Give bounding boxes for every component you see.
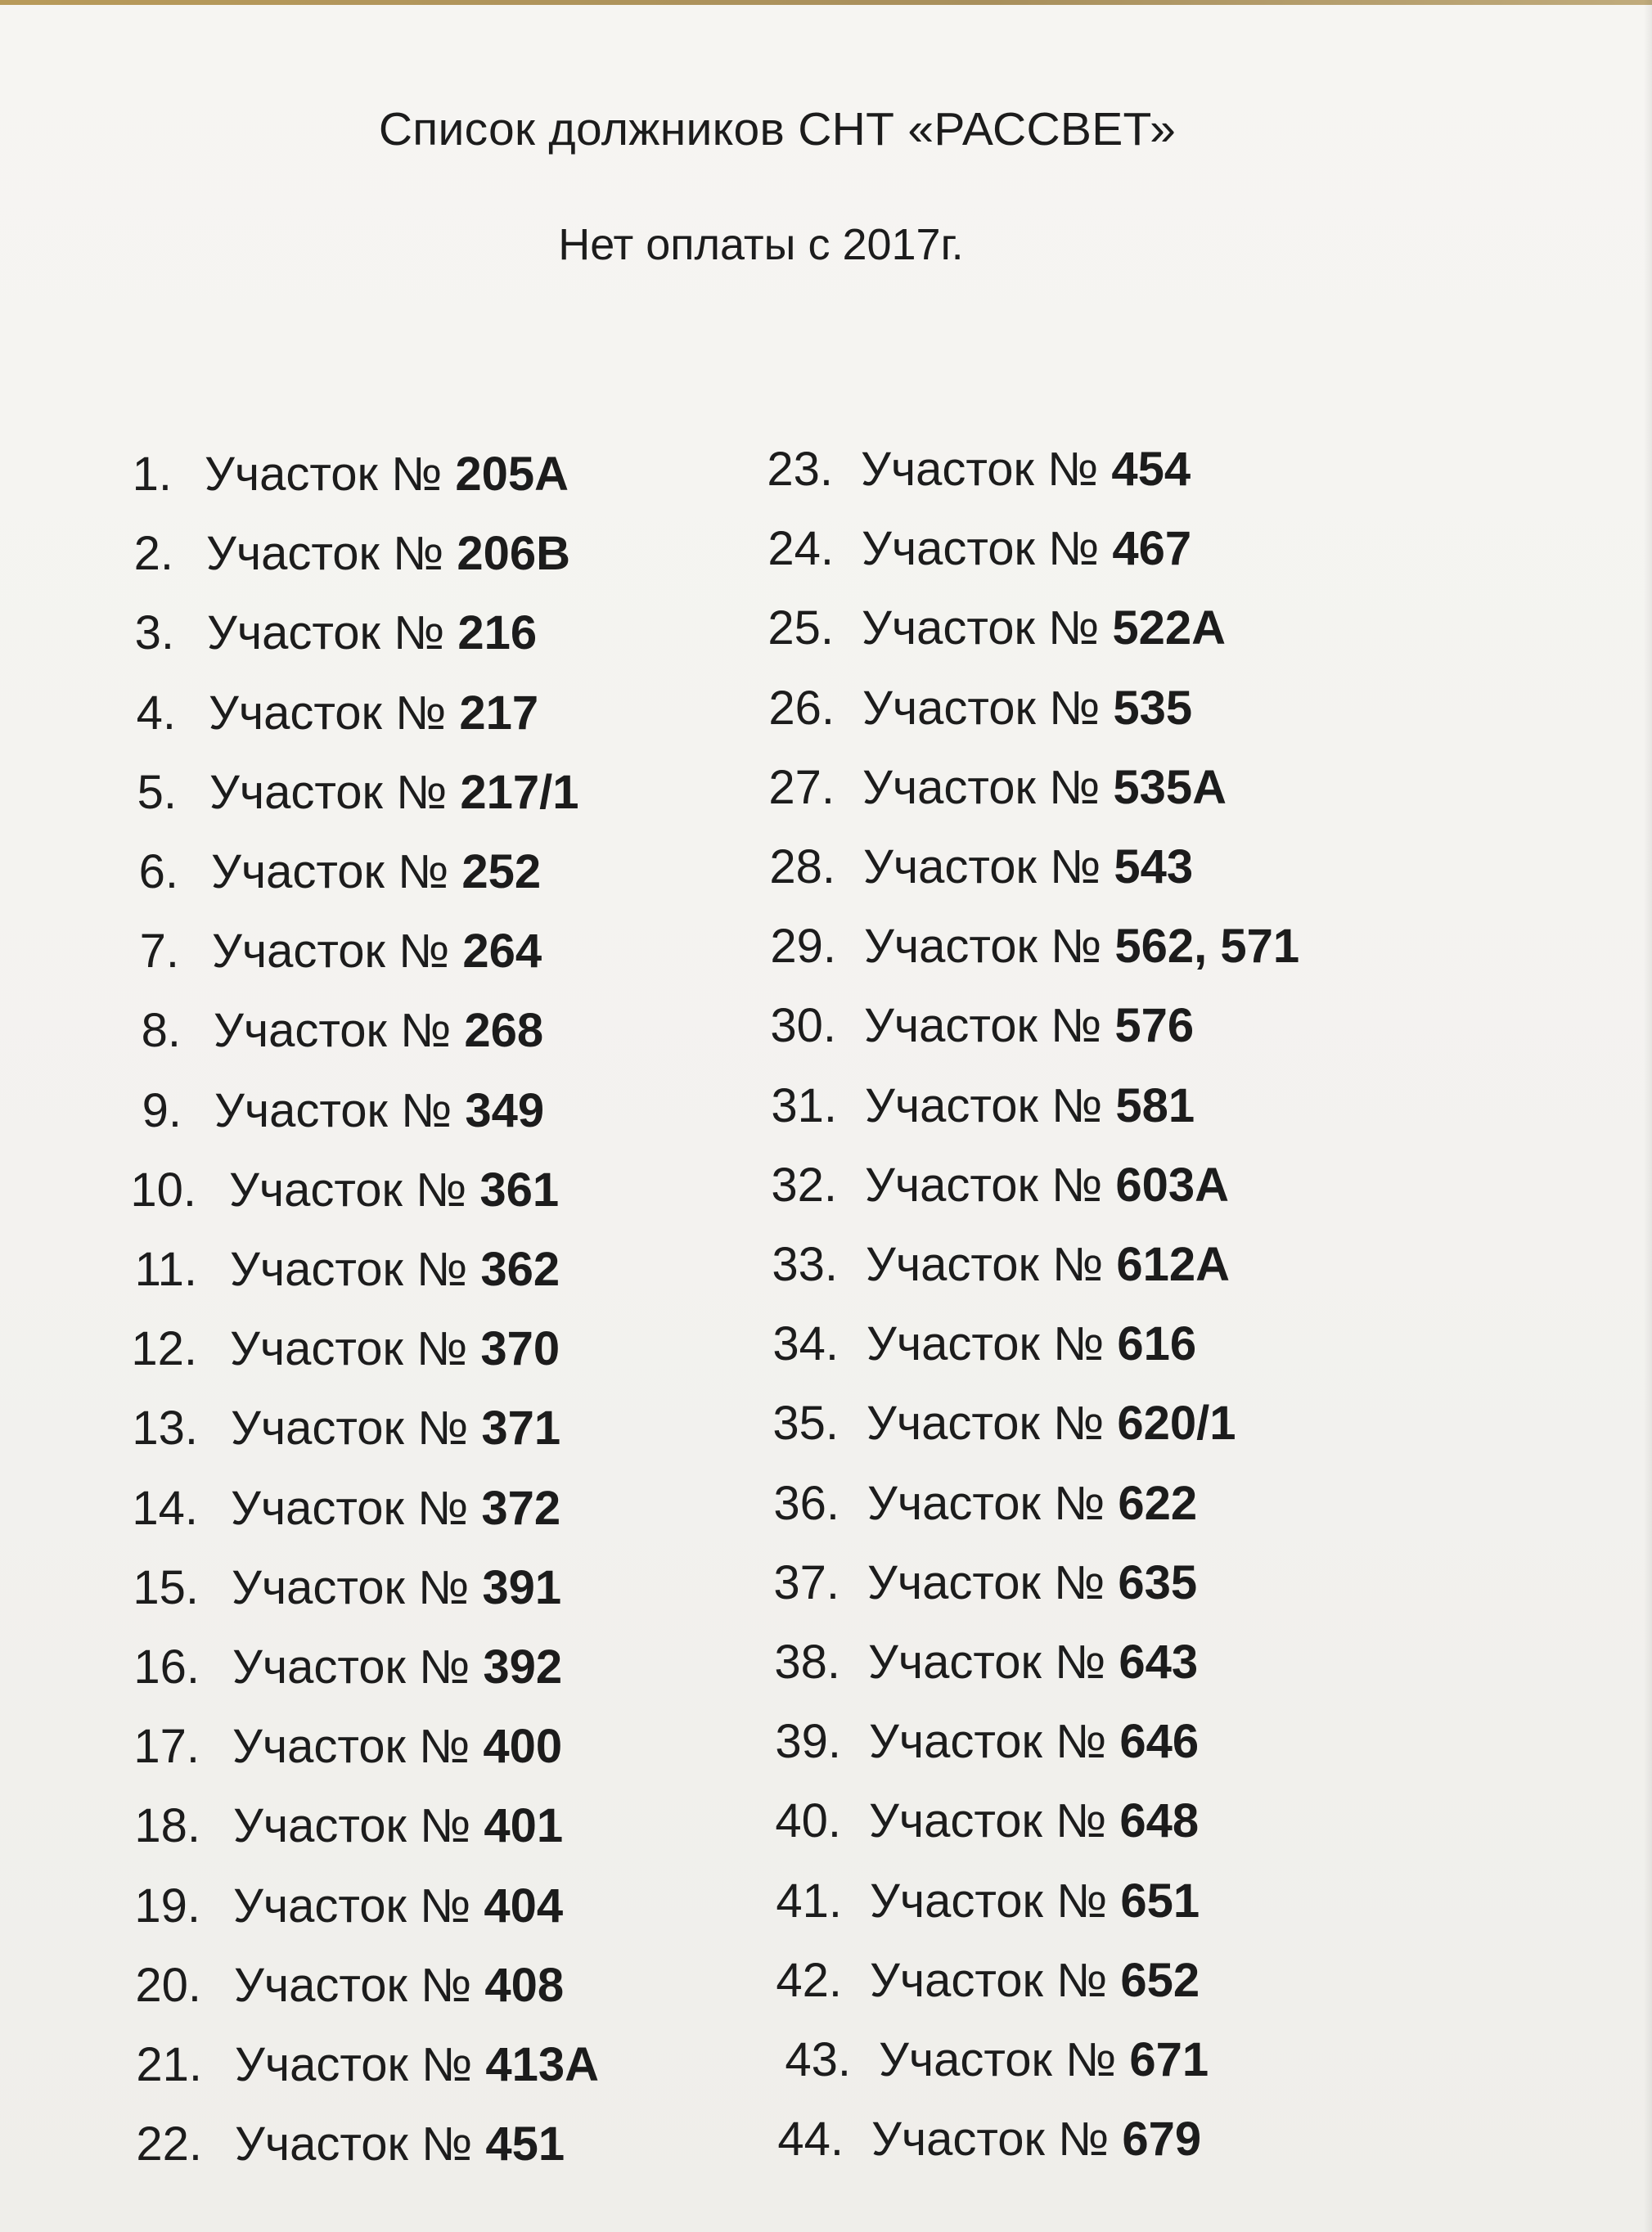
plot-label: Участок № <box>864 999 1102 1052</box>
debtor-list-item <box>761 676 1192 741</box>
plot-label: Участок № <box>207 606 445 659</box>
plot-number: 535 <box>1113 682 1193 735</box>
plot-label: Участок № <box>862 682 1101 735</box>
item-number: 27. <box>768 761 835 814</box>
plot-number: 401 <box>484 1799 564 1852</box>
plot-label: Участок № <box>867 1556 1105 1609</box>
plot-number: 362 <box>480 1243 560 1296</box>
item-number: 39. <box>775 1715 841 1768</box>
plot-number: 451 <box>485 2117 565 2171</box>
plot-number: 616 <box>1117 1317 1197 1370</box>
debtor-list-item <box>101 681 538 746</box>
item-number: 19. <box>134 1879 200 1933</box>
item-number: 44. <box>777 2113 844 2166</box>
plot-label: Участок № <box>235 2038 473 2091</box>
plot-label: Участок № <box>866 1238 1104 1291</box>
plot-label: Участок № <box>231 1402 469 1455</box>
debtor-list-item <box>763 993 1194 1059</box>
plot-label: Участок № <box>231 1482 469 1535</box>
debtor-list-item <box>107 1237 560 1303</box>
plot-number: 252 <box>461 845 542 898</box>
plot-label: Участок № <box>863 840 1101 893</box>
plot-label: Участок № <box>234 1959 472 2012</box>
plot-label: Участок № <box>867 1397 1105 1450</box>
item-number: 41. <box>776 1874 842 1928</box>
plot-label: Участок № <box>865 1159 1103 1212</box>
plot-label: Участок № <box>869 1794 1107 1847</box>
item-number: 43. <box>785 2033 851 2086</box>
plot-number: 543 <box>1114 840 1194 893</box>
debtor-list-item <box>767 1709 1199 1775</box>
plot-label: Участок № <box>232 1640 470 1694</box>
debtor-list-item <box>765 1391 1236 1456</box>
item-number: 31. <box>771 1079 837 1132</box>
plot-label: Участок № <box>867 1477 1105 1530</box>
debtor-list-item <box>104 919 542 984</box>
item-number: 42. <box>776 1954 842 2007</box>
debtor-list-item <box>770 2107 1201 2172</box>
plot-number: 603А <box>1115 1159 1229 1212</box>
debtor-list-item <box>763 1153 1229 1218</box>
debtor-list-item <box>98 521 570 587</box>
item-number: 29. <box>770 920 836 973</box>
plot-number: 635 <box>1118 1556 1198 1609</box>
plot-number: 217 <box>459 686 539 740</box>
plot-label: Участок № <box>870 1874 1108 1928</box>
item-number: 30. <box>770 999 836 1052</box>
item-number: 10. <box>130 1163 196 1217</box>
item-number: 4. <box>136 686 176 740</box>
plot-number: 206В <box>457 527 570 580</box>
item-number: 15. <box>133 1561 199 1614</box>
debtor-list-item <box>759 437 1191 502</box>
plot-label: Участок № <box>867 1317 1105 1370</box>
debtor-list-item <box>763 914 1299 979</box>
plot-label: Участок № <box>209 686 447 740</box>
item-number: 24. <box>767 522 834 575</box>
plot-number: 652 <box>1120 1954 1200 2007</box>
plot-number: 216 <box>457 606 538 659</box>
plot-number: 535А <box>1113 761 1227 814</box>
plot-label: Участок № <box>862 761 1101 814</box>
debtor-list-item <box>768 1869 1200 1934</box>
plot-number: 581 <box>1115 1079 1195 1132</box>
item-number: 8. <box>141 1004 181 1057</box>
plot-number: 454 <box>1111 443 1191 496</box>
plot-number: 370 <box>480 1322 560 1375</box>
debtor-list-item <box>108 1396 560 1461</box>
debtor-list-item <box>107 1316 560 1382</box>
document-subtitle: Нет оплаты с 2017г. <box>558 220 964 269</box>
plot-number: 349 <box>465 1084 545 1137</box>
plot-label: Участок № <box>232 1561 470 1614</box>
item-number: 5. <box>137 766 177 819</box>
debtor-list-item <box>767 1630 1198 1695</box>
item-number: 40. <box>775 1794 841 1847</box>
plot-number: 643 <box>1119 1636 1199 1689</box>
item-number: 20. <box>135 1959 201 2012</box>
plot-label: Участок № <box>869 1715 1107 1768</box>
item-number: 25. <box>767 601 834 655</box>
item-number: 22. <box>136 2117 202 2171</box>
plot-number: 622 <box>1118 1477 1198 1530</box>
debtor-list-item <box>111 1953 564 2018</box>
plot-number: 408 <box>484 1959 565 2012</box>
plot-number: 562, 571 <box>1114 920 1300 973</box>
plot-label: Участок № <box>233 1879 471 1933</box>
plot-label: Участок № <box>868 1636 1106 1689</box>
debtor-list-item <box>763 1073 1195 1139</box>
plot-number: 372 <box>481 1482 561 1535</box>
plot-number: 612А <box>1116 1238 1230 1291</box>
plot-number: 522А <box>1112 601 1226 655</box>
plot-number: 620/1 <box>1117 1397 1236 1450</box>
plot-label: Участок № <box>229 1163 467 1217</box>
plot-number: 268 <box>464 1004 544 1057</box>
plot-label: Участок № <box>230 1322 468 1375</box>
debtor-list-item <box>106 998 543 1064</box>
debtor-list-item <box>109 1555 561 1621</box>
debtor-list-item <box>760 516 1191 582</box>
plot-number: 646 <box>1119 1715 1200 1768</box>
debtor-list-item <box>106 1158 559 1223</box>
plot-number: 371 <box>481 1402 561 1455</box>
item-number: 38. <box>774 1636 840 1689</box>
item-number: 2. <box>133 527 173 580</box>
item-number: 9. <box>142 1084 182 1137</box>
debtor-list-item <box>766 1550 1197 1616</box>
plot-number: 264 <box>462 925 542 978</box>
plot-label: Участок № <box>870 1954 1108 2007</box>
item-number: 33. <box>772 1238 838 1291</box>
item-number: 34. <box>772 1317 839 1370</box>
plot-number: 576 <box>1114 999 1195 1052</box>
item-number: 6. <box>138 845 178 898</box>
item-number: 3. <box>134 606 174 659</box>
item-number: 13. <box>132 1402 198 1455</box>
plot-label: Участок № <box>865 1079 1103 1132</box>
plot-number: 671 <box>1129 2033 1209 2086</box>
debtor-list-item <box>110 1714 562 1780</box>
plot-number: 217/1 <box>460 766 579 819</box>
item-number: 23. <box>767 443 833 496</box>
plot-label: Участок № <box>235 2117 473 2171</box>
debtor-list-item <box>768 1948 1200 2014</box>
plot-label: Участок № <box>879 2033 1117 2086</box>
debtor-list-item <box>110 1874 563 1939</box>
plot-label: Участок № <box>206 527 444 580</box>
plot-label: Участок № <box>209 766 448 819</box>
plot-label: Участок № <box>862 601 1100 655</box>
item-number: 28. <box>769 840 835 893</box>
debtor-list-item <box>108 1476 560 1541</box>
debtor-list-item <box>112 2032 599 2098</box>
debtor-list-item <box>110 1793 563 1859</box>
debtor-list-item <box>760 596 1226 661</box>
plot-number: 404 <box>484 1879 564 1933</box>
plot-number: 400 <box>483 1720 563 1773</box>
item-number: 12. <box>131 1322 197 1375</box>
item-number: 18. <box>134 1799 200 1852</box>
item-number: 16. <box>133 1640 200 1694</box>
plot-number: 205А <box>455 448 569 501</box>
plot-number: 648 <box>1119 1794 1200 1847</box>
paper-right-shadow <box>1644 0 1652 2232</box>
debtor-list-item <box>112 2112 565 2177</box>
item-number: 17. <box>133 1720 200 1773</box>
item-number: 1. <box>132 448 172 501</box>
item-number: 26. <box>768 682 835 735</box>
paper-top-edge <box>0 0 1652 5</box>
debtor-list-item <box>99 601 537 666</box>
debtor-list-item <box>101 760 578 826</box>
plot-label: Участок № <box>212 925 450 978</box>
item-number: 11. <box>134 1243 197 1296</box>
plot-label: Участок № <box>864 920 1102 973</box>
item-number: 7. <box>139 925 179 978</box>
plot-label: Участок № <box>233 1799 471 1852</box>
document-title: Список должников СНТ «РАССВЕТ» <box>378 103 1177 155</box>
plot-label: Участок № <box>871 2113 1110 2166</box>
item-number: 32. <box>771 1159 837 1212</box>
item-number: 21. <box>136 2038 202 2091</box>
debtor-list-item <box>762 835 1193 900</box>
plot-label: Участок № <box>230 1243 468 1296</box>
plot-label: Участок № <box>205 448 443 501</box>
debtor-list-item <box>106 1078 544 1144</box>
plot-label: Участок № <box>232 1720 470 1773</box>
plot-number: 467 <box>1112 522 1192 575</box>
debtor-list-item <box>766 1471 1197 1537</box>
plot-label: Участок № <box>861 443 1099 496</box>
debtor-list-item <box>761 755 1227 821</box>
plot-number: 392 <box>483 1640 563 1694</box>
item-number: 14. <box>132 1482 198 1535</box>
debtor-list-item <box>764 1232 1230 1298</box>
debtor-list-item <box>765 1312 1196 1377</box>
plot-label: Участок № <box>211 845 449 898</box>
plot-number: 651 <box>1120 1874 1200 1928</box>
debtor-list-item <box>777 2027 1209 2093</box>
debtor-list-item <box>767 1789 1199 1854</box>
item-number: 36. <box>773 1477 840 1530</box>
debtor-list-item <box>103 839 541 905</box>
plot-number: 391 <box>482 1561 562 1614</box>
plot-label: Участок № <box>862 522 1100 575</box>
debtor-list-item <box>110 1635 562 1700</box>
plot-number: 361 <box>479 1163 560 1217</box>
plot-label: Участок № <box>214 1084 452 1137</box>
item-number: 37. <box>773 1556 840 1609</box>
item-number: 35. <box>772 1397 839 1450</box>
plot-label: Участок № <box>214 1004 452 1057</box>
plot-number: 413А <box>485 2038 599 2091</box>
plot-number: 679 <box>1122 2113 1202 2166</box>
debtor-list-item <box>97 442 569 507</box>
